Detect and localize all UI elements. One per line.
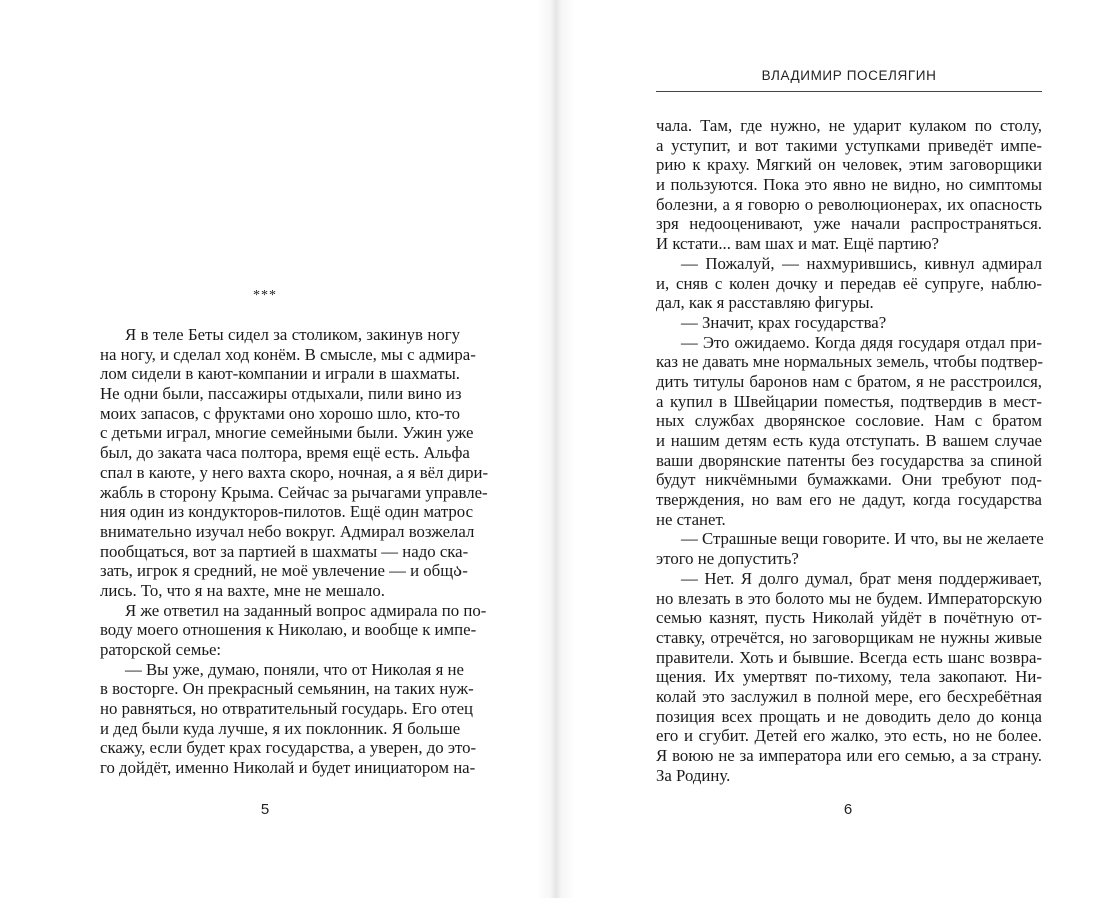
text-line: За Родину. <box>656 765 731 785</box>
text-line: — Вы уже, думаю, поняли, что от Николая я не <box>125 659 464 679</box>
paragraph <box>100 659 477 778</box>
text-line: — Значит, крах государства? <box>681 312 887 332</box>
text-line: ваши дворянские патенты без государства за спиной <box>656 450 1042 470</box>
text-line: позиция всех прощать и не доводить дело до конца <box>656 706 1042 726</box>
text-line: — Пожалуй, — нахмурившись, кивнул адмирал <box>681 253 1042 273</box>
text-line: пообщаться, вот за партией в шахматы — надо ска- <box>100 541 469 561</box>
text-line: ставку, отречётся, но заговорщикам не нужны живые <box>656 627 1042 647</box>
paragraph <box>656 529 1042 568</box>
text-line: и, сняв с колен дочку и передав её супруге, наблю- <box>656 273 1042 293</box>
paragraph <box>656 254 1042 313</box>
text-line: ных службах дворянское сословие. Нам с братом <box>656 411 1042 431</box>
text-line: этого не допустить? <box>656 549 799 569</box>
text-line: ния один из кондукторов-пилотов. Ещё один матрос <box>100 502 474 522</box>
left-page-text <box>100 325 489 778</box>
text-line: и дед были куда лучше, я их поклонник. Я больше <box>100 718 461 738</box>
text-line: Я же ответил на заданный вопрос адмирала по по- <box>125 600 487 620</box>
text-line: Не одни были, пассажиры отдыхали, пили вино из <box>100 384 462 404</box>
paragraph <box>100 600 487 660</box>
text-line: с детьми играл, многие семейными были. Ужин уже <box>100 423 474 443</box>
text-line: на ногу, и сделал ход конём. В смысле, мы с адмира- <box>100 344 476 364</box>
text-line: внимательно изучал небо вокруг. Адмирал возжелал <box>100 521 475 541</box>
text-line: и нашим детям есть куда отступать. В вашем случае <box>656 431 1042 450</box>
text-line: но равняться, но отвратительный государь. Его отец <box>100 699 474 719</box>
text-line: тверждения, но вам его не дадут, когда государства <box>656 490 1042 510</box>
text-line: зать, игрок я средний, не моё увлечение — и общა- <box>100 561 468 581</box>
running-head: ВЛАДИМИР ПОСЕЛЯГИН <box>761 68 937 83</box>
text-line: лись. То, что я на вахте, мне не мешало. <box>100 580 386 600</box>
header-rule <box>656 91 1042 92</box>
text-line: Я в теле Беты сидел за столиком, закинув ногу <box>125 325 460 344</box>
text-line: Я воюю не за императора или его семью, а за страну. <box>656 746 1042 765</box>
text-line: — Страшные вещи говорите. И что, вы не желаете <box>681 529 1044 549</box>
text-line: лом сидели в кают-компании и играли в шахматы. <box>100 364 460 384</box>
left-page <box>0 0 556 898</box>
text-line: его и сгубит. Детей его жалко, это есть, но не более. <box>656 726 1042 746</box>
text-line: жабль в сторону Крыма. Сейчас за рычагами управле- <box>100 482 488 502</box>
paragraph <box>656 116 1042 254</box>
text-line: семью казнят, пусть Николай уйдёт в почётную от- <box>656 608 1042 628</box>
text-line: го дойдёт, именно Николай и будет инициатором на- <box>100 758 476 778</box>
gutter-shadow <box>536 0 576 898</box>
section-separator: *** <box>253 288 277 303</box>
text-line: был, до заката часа полтора, время ещё есть. Альфа <box>100 443 470 463</box>
text-line: И кстати... вам шах и мат. Ещё партию? <box>656 234 939 254</box>
text-line: чала. Там, где нужно, не ударит кулаком по столу, <box>656 116 1042 135</box>
text-line: рию к краху. Мягкий он человек, этим заговорщики <box>656 155 1042 175</box>
text-line: а купил в Швейцарии поместья, подтвердив в мест- <box>656 391 1042 411</box>
text-line: и пользуются. Пока это явно не видно, но симптомы <box>656 175 1042 195</box>
text-line: дал, как я расставляю фигуры. <box>656 293 874 313</box>
right-page-text <box>656 116 1042 785</box>
text-line: зря недооценивают, уже начали распространяться. <box>656 214 1042 234</box>
left-page-number: 5 <box>260 801 270 818</box>
text-line: спал в каюте, у него вахта скоро, ночная, а я вёл дири- <box>100 462 489 482</box>
right-page-number: 6 <box>843 801 853 818</box>
text-line: колай это заслужил в полной мере, его бесхребётная <box>656 686 1042 706</box>
paragraph <box>656 333 1042 530</box>
text-line: правители. Хоть и бывшие. Всегда есть шанс возвра- <box>656 647 1042 667</box>
text-line: а уступит, и вот такими уступками приведёт импе- <box>656 135 1042 155</box>
text-line: каз не давать мне нормальных земель, чтобы подтвер- <box>656 352 1043 372</box>
text-line: — Нет. Я долго думал, брат меня поддерживает, <box>681 568 1042 588</box>
paragraph <box>100 325 489 601</box>
text-line: раторской семье: <box>100 640 222 659</box>
text-line: воду моего отношения к Николаю, и вообще к импе- <box>100 620 477 640</box>
right-page <box>556 0 1114 898</box>
text-line: в восторге. Он прекрасный семьянин, на таких нуж- <box>100 679 474 699</box>
text-line: щения. Их умертвят по-тихому, тела закопают. Ни- <box>656 667 1042 687</box>
text-line: будут никчёмными бумажками. Они требуют под- <box>656 470 1042 490</box>
paragraph <box>656 313 1042 333</box>
text-line: не станет. <box>656 509 726 529</box>
text-line: — Это ожидаемо. Когда дядя государя отдал при- <box>681 332 1042 352</box>
text-line: но влезать в это болото мы не будем. Императорскую <box>656 588 1042 608</box>
text-line: болезни, а я говорю о революционерах, их опасность <box>656 194 1042 214</box>
text-line: скажу, если будет крах государства, а уверен, до это- <box>100 738 477 758</box>
text-line: моих запасов, с фруктами оно хорошо шло, кто-то <box>100 403 460 423</box>
text-line: дить титулы баронов нам с братом, я не расстроился, <box>656 371 1042 391</box>
paragraph <box>656 569 1042 786</box>
